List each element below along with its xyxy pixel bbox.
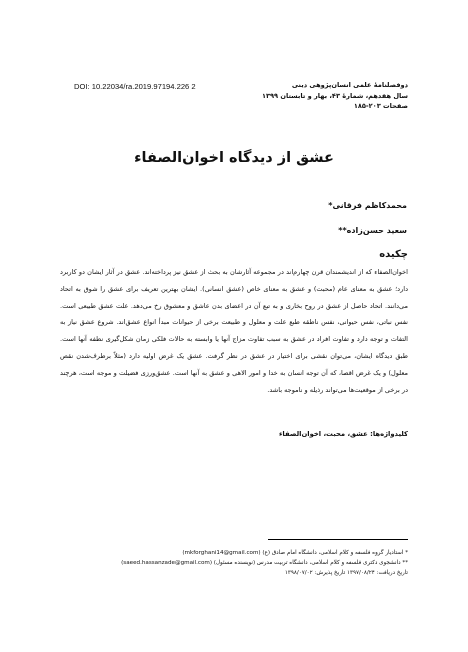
keywords: کلیدواژه‌ها: عشق، محبت، اخوان‌الصفاء — [278, 430, 408, 438]
journal-info — [208, 80, 408, 112]
article-title: عشق از دیدگاه اخوان‌الصفاء — [134, 150, 334, 166]
doi[interactable]: DOI: 10.22034/ra.2019.97194.226 2 — [74, 82, 196, 91]
journal-name: دوفصلنامهٔ علمی انسان‌پژوهی دینی — [291, 81, 408, 89]
journal-pages: صفحات ۲۰۳-۱۸۵ — [353, 102, 408, 110]
journal-issue: سال هفدهم، شمارهٔ ۴۳، بهار و تابستان ۱۳۹۹ — [261, 91, 408, 100]
footnote-divider — [268, 539, 408, 540]
author-2: سعید حسن‌زاده** — [338, 226, 407, 235]
abstract-heading: چکیده — [379, 249, 408, 260]
footnotes — [60, 548, 408, 579]
author-list — [328, 193, 407, 243]
author-1: محمدکاظم فرقانی* — [328, 201, 407, 210]
footnote-author-1: * استادیار گروه فلسفه و کلام اسلامی، دانشگاه امام صادق (ع) (mkforghani14@gmail.com) — [182, 550, 408, 556]
footnote-author-2: ** دانشجوی دکتری فلسفه و کلام اسلامی، دانشگاه تربیت مدرس (نویسنده مسئول) (saeed.hassanzade@gmail.com) — [121, 560, 408, 567]
abstract-text: اخوان‌الصفاء که از اندیشمندان قرن چهارم‌اند در مجموعه آثارشان به بحث از عشق نیز پرداخته‌اند. عشق در آثار ایشان دو کاربرد دارد؛ عشق به معنای عام (محبت) و عشق به معنای خاص (عشق انسانی). ایشان بهترین تعریف برای عشق را شوق به اتحاد می‌دانند. اتحاد حاصل از عشق در روح بخاری و به تبع آن در اعضای بدن عاشق و معشوق رخ می‌دهد. علت عشق طبیعی است. نفس نباتی، نفس حیوانی، نفس ناطقه طبع علت و معلول و طبیعت برخی از حیوانات مبدأ انواع عشق‌اند. شروع عشق نیاز به التفات و توجه دارد و تفاوت افراد در عشق به سبب تفاوت مزاج آنها یا وابسته به حالات فلکی زمان شکل‌گیری نطفه آنها است. طبق دیدگاه ایشان، می‌توان نقشی برای اختیار در عشق در نظر گرفت. عشق یک غرض اولیه دارد (مثلاً برطرف‌شدن نقص معلول) و یک غرض اقصا، که آن توجه انسان به خدا و امور الاهی و عشق به آنها است. عشق‌ورزی فضیلت و موجه است، هرچند در برخی از موقعیت‌ها می‌تواند رذیله و ناموجه باشد. — [60, 268, 408, 394]
footnote-dates: تاریخ دریافت: ۱۳۹۷/۰۸/۲۴ تاریخ پذیرش: ۱۳۹۸/۰۷/۰۲ — [284, 570, 408, 577]
